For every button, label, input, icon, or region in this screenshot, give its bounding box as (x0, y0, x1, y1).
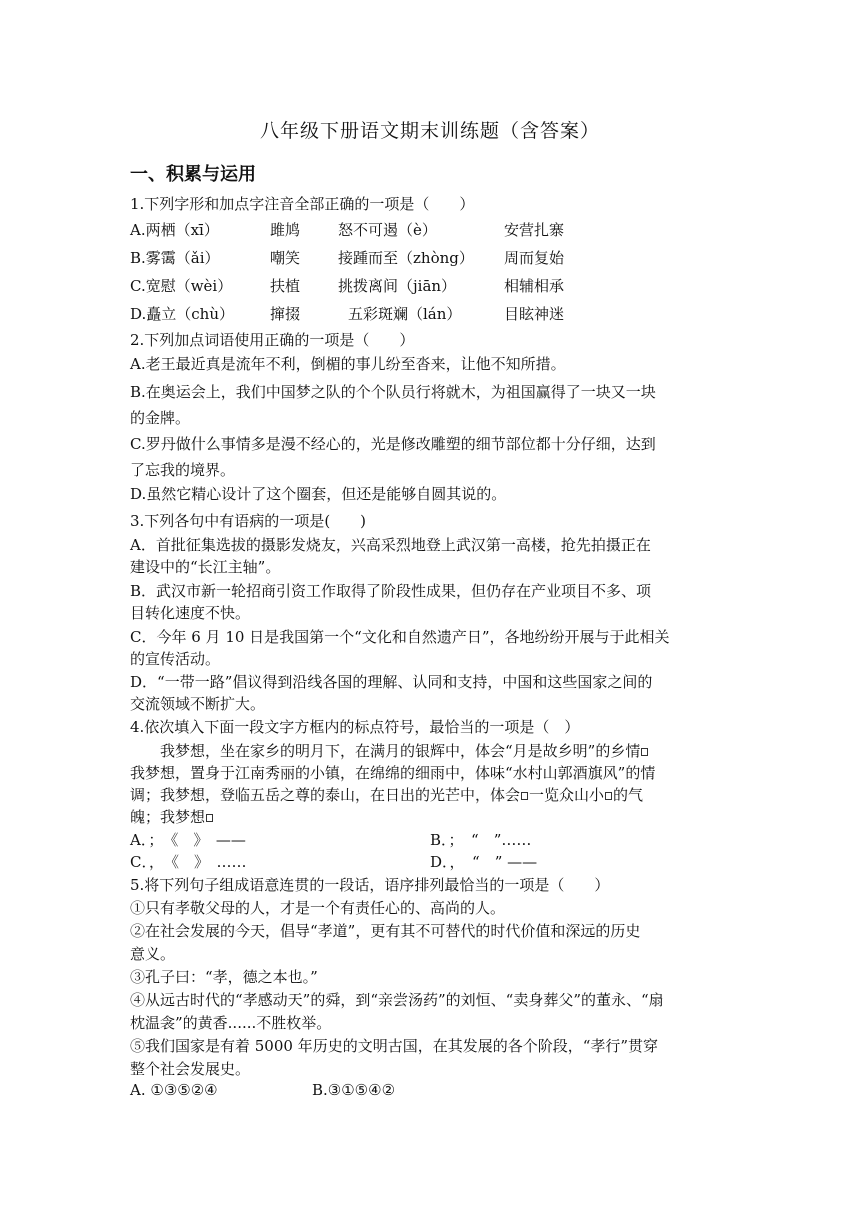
q2-option-d: D.虽然它精心设计了这个圈套，但还是能够自圆其说的。 (130, 485, 507, 503)
q5-sentence-5-line1: ⑤我们国家是有着 5000 年历史的文明古国，在其发展的各个阶段，“孝行”贯穿 (130, 1037, 659, 1055)
q4-p4-text: 魄；我梦想 (130, 808, 206, 826)
q1-a-col3: 怒不可遏（è） (338, 221, 437, 239)
q3-option-b-line1: B．武汉市新一轮招商引资工作取得了阶段性成果，但仍存在产业项目不多、项 (130, 582, 652, 600)
q5-sentence-2-line1: ②在社会发展的今天，倡导“孝道”，更有其不可替代的时代价值和深远的历史 (130, 922, 641, 940)
q4-stem: 4.依次填入下面一段文字方框内的标点符号，最恰当的一项是（ ） (130, 718, 580, 736)
q3-stem: 3.下列各句中有语病的一项是( ) (130, 512, 367, 530)
q1-a-col1: A.两栖（xī） (130, 221, 219, 239)
q1-b-col1: B.雾霭（ǎi） (130, 249, 220, 267)
q1-d-col3: 五彩斑斓（lán） (348, 305, 462, 323)
q1-d-col4: 目眩神迷 (504, 305, 565, 323)
section-heading: 一、积累与运用 (130, 164, 256, 185)
q1-a-col2: 雎鸠 (270, 221, 301, 239)
q3-option-c-line1: C．今年 6 月 10 日是我国第一个“文化和自然遗产日”，各地纷纷开展与于此相关 (130, 628, 670, 646)
q3-option-d-line1: D．“一带一路”倡议得到沿线各国的理解、认同和支持，中国和这些国家之间的 (130, 673, 653, 691)
q5-sentence-1: ①只有孝敬父母的人，才是一个有责任心的、高尚的人。 (130, 899, 506, 917)
q4-p3b-text: 一览众山小 (529, 786, 605, 804)
blank-box-3 (605, 792, 612, 800)
q4-passage-line1 (130, 740, 734, 762)
q2-option-c-line2: 了忘我的境界。 (130, 461, 236, 479)
q4-option-c: C．， 《 》 …… (130, 853, 247, 871)
page-title: 八年级下册语文期末训练题（含答案） (259, 120, 600, 142)
q1-c-col1: C.宽慰（wèi） (130, 277, 233, 295)
q4-p1-text: 我梦想，坐在家乡的明月下，在满月的银辉中，体会“月是故乡明”的乡情 (160, 742, 641, 760)
q2-option-a: A.老王最近真是流年不利，倒楣的事儿纷至沓来，让他不知所措。 (130, 355, 566, 373)
q1-c-col3: 挑拨离间（jiān） (338, 277, 457, 295)
q2-option-b-line1: B.在奥运会上，我们中国梦之队的个个队员行将就木，为祖国赢得了一块又一块 (130, 383, 656, 401)
q4-passage-line4 (130, 806, 734, 828)
q1-b-col4: 周而复始 (504, 249, 565, 267)
q5-stem: 5.将下列句子组成语意连贯的一段话，语序排列最恰当的一项是（ ） (130, 876, 610, 894)
q2-stem: 2.下列加点词语使用正确的一项是（ ） (130, 331, 415, 349)
q5-sentence-2-line2: 意义。 (130, 945, 176, 963)
q4-passage-line2: 我梦想，置身于江南秀丽的小镇，在绵绵的细雨中，体味“水村山郭酒旗风”的情 (130, 764, 656, 782)
q1-b-col2: 嘲笑 (270, 249, 301, 267)
blank-box-2 (521, 792, 528, 800)
q4-p3a-text: 调；我梦想，登临五岳之尊的泰山，在日出的光芒中，体会 (130, 786, 521, 804)
q4-option-b: B．； “ ”…… (430, 831, 532, 849)
q1-c-col2: 扶植 (270, 277, 301, 295)
q2-option-b-line2: 的金牌。 (130, 409, 191, 427)
q4-option-a: A．； 《 》 —— (130, 831, 246, 849)
q3-option-b-line2: 目转化速度不快。 (130, 604, 251, 622)
q5-sentence-5-line2: 整个社会发展史。 (130, 1060, 251, 1078)
q3-option-c-line2: 的宣传活动。 (130, 650, 221, 668)
q4-passage-line3 (130, 784, 734, 806)
blank-box-4 (206, 814, 213, 822)
q1-d-col1: D.矗立（chù） (130, 305, 234, 323)
q1-a-col4: 安营扎寨 (504, 221, 565, 239)
blank-box-1 (641, 748, 648, 756)
q5-option-b: B.③①⑤④② (312, 1081, 396, 1099)
q5-option-a: A. ①③⑤②④ (130, 1081, 218, 1099)
q5-sentence-3: ③孔子曰：“孝，德之本也。” (130, 968, 318, 986)
q4-option-d: D．， “ ” —— (430, 853, 538, 871)
q4-p3c-text: 的气 (613, 786, 644, 804)
q1-c-col4: 相辅相承 (504, 277, 565, 295)
q2-option-c-line1: C.罗丹做什么事情多是漫不经心的，光是修改雕塑的细节部位都十分仔细，达到 (130, 435, 656, 453)
q5-sentence-4-line1: ④从远古时代的“孝感动天”的舜，到“亲尝汤药”的刘恒、“卖身葬父”的董永、“扇 (130, 991, 664, 1009)
q3-option-a-line2: 建设中的“长江主轴”。 (130, 558, 281, 576)
q1-stem: 1.下列字形和加点字注音全部正确的一项是（ ） (130, 195, 475, 213)
q1-d-col2: 撺掇 (270, 305, 301, 323)
q3-option-a-line1: A．首批征集选拔的摄影发烧友，兴高采烈地登上武汉第一高楼，抢先拍摄正在 (130, 536, 651, 554)
q1-b-col3: 接踵而至（zhòng） (338, 249, 474, 267)
q5-sentence-4-line2: 枕温衾”的黄香......不胜枚举。 (130, 1014, 332, 1032)
q3-option-d-line2: 交流领域不断扩大。 (130, 695, 266, 713)
